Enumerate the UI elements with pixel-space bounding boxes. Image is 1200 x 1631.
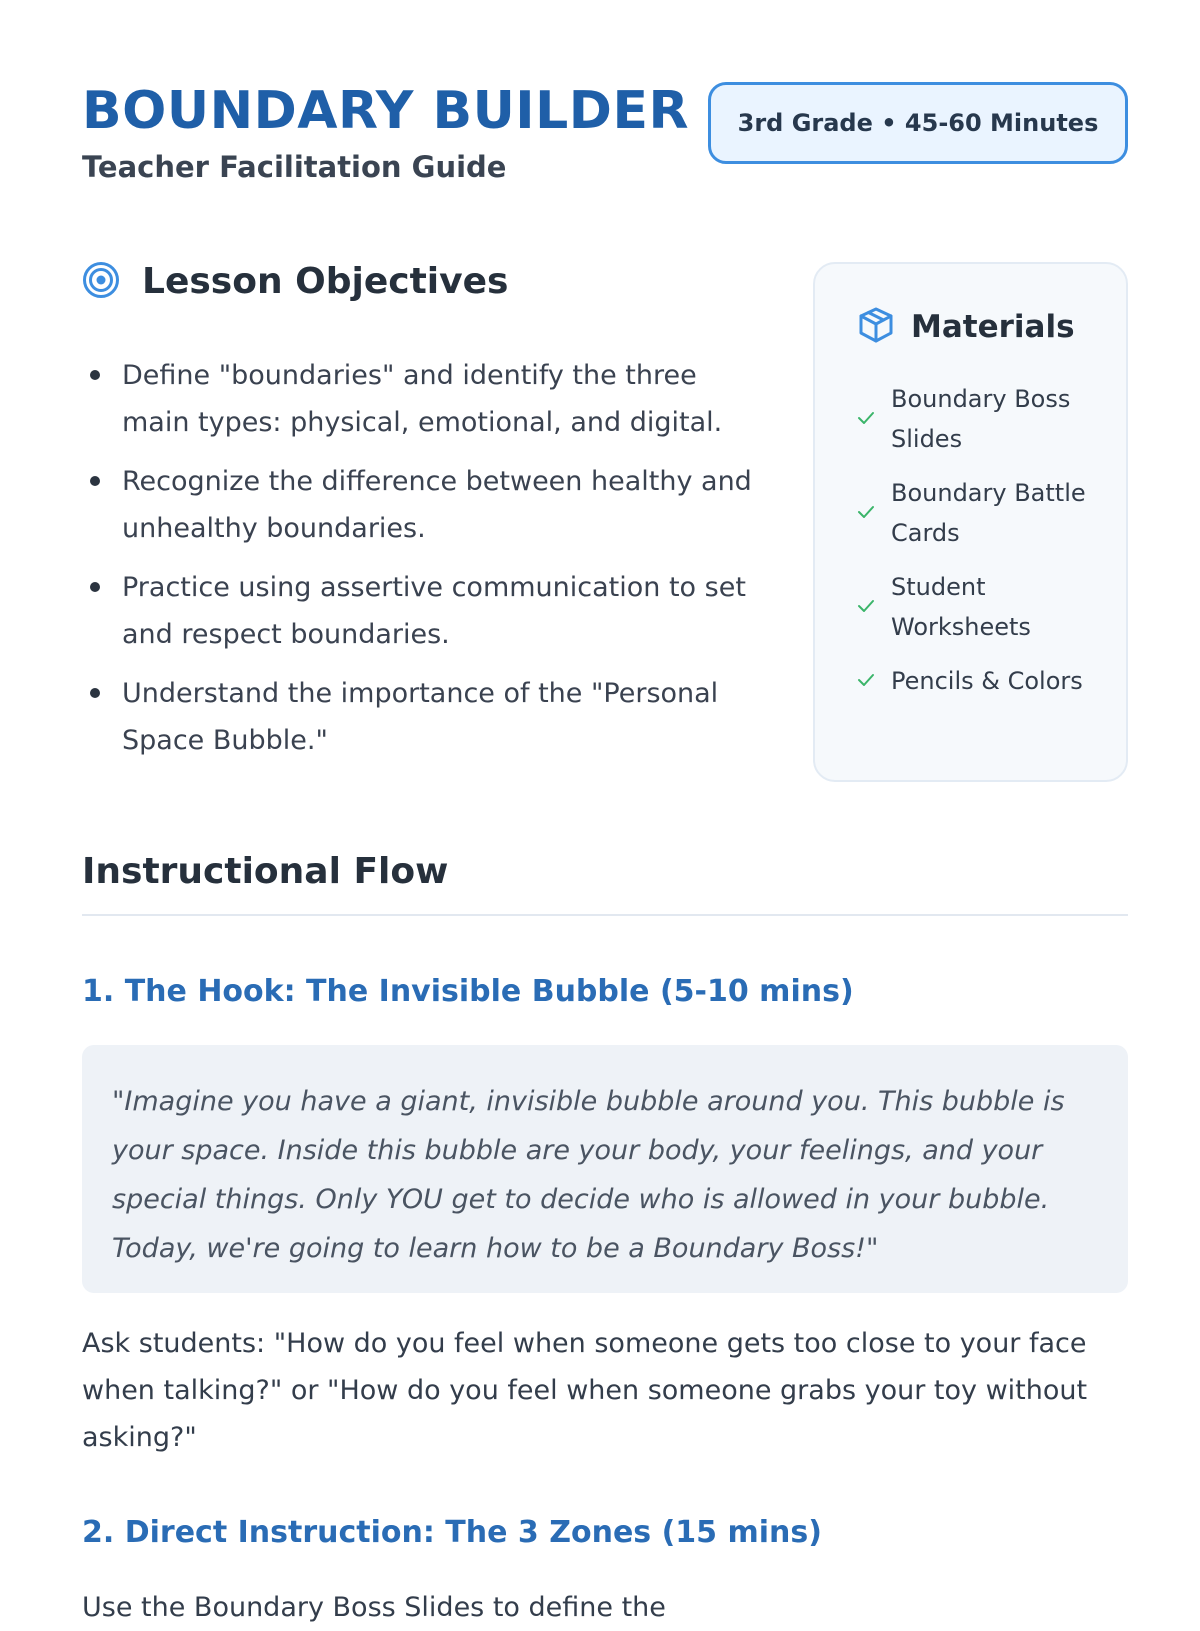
- materials-item-label: Boundary Boss Slides: [891, 385, 1071, 453]
- materials-item-label: Boundary Battle Cards: [891, 479, 1086, 547]
- bullet-icon: [90, 688, 100, 698]
- objective-item: [82, 352, 762, 446]
- page-subtitle: Teacher Facilitation Guide: [82, 150, 507, 184]
- materials-item-label: Pencils & Colors: [891, 667, 1083, 695]
- objective-text: Practice using assertive communication to set and respect boundaries.: [122, 572, 746, 650]
- objective-item: [82, 458, 762, 552]
- objectives-list: [82, 352, 762, 764]
- grade-duration-badge: 3rd Grade • 45-60 Minutes: [708, 82, 1128, 164]
- objective-text: Define "boundaries" and identify the three main types: physical, emotional, and digital.: [122, 360, 723, 438]
- check-icon: [857, 504, 877, 523]
- objective-item: [82, 670, 762, 764]
- section-divider: [82, 914, 1128, 916]
- teacher-script-quote: "Imagine you have a giant, invisible bubble around you. This bubble is your space. Inside this bubble are your body, your feelings, and your special things. Only YOU get to decide who is allowed in your bubble. Today, we're going to learn how to be a Boundary Boss!": [82, 1045, 1128, 1293]
- materials-item-label: Student Worksheets: [891, 573, 1031, 641]
- lesson-objectives-section: [82, 260, 762, 776]
- target-icon: [82, 261, 120, 303]
- materials-item: [857, 567, 1107, 647]
- objectives-heading: Lesson Objectives: [142, 261, 509, 302]
- objectives-heading-row: [82, 260, 762, 304]
- materials-heading: Materials: [911, 309, 1075, 345]
- bullet-icon: [90, 476, 100, 486]
- materials-list: [857, 379, 1107, 715]
- bullet-icon: [90, 582, 100, 592]
- bullet-icon: [90, 370, 100, 380]
- check-icon: [857, 598, 877, 617]
- check-icon: [857, 410, 877, 429]
- instructional-flow-heading: Instructional Flow: [82, 851, 449, 892]
- box-icon: [857, 306, 895, 348]
- page-title: BOUNDARY BUILDER: [82, 81, 690, 141]
- materials-card: [813, 262, 1128, 782]
- step-1-heading: 1. The Hook: The Invisible Bubble (5-10 mins): [82, 974, 854, 1009]
- materials-item: [857, 379, 1107, 459]
- materials-item: [857, 473, 1107, 553]
- objective-text: Recognize the difference between healthy and unhealthy boundaries.: [122, 466, 752, 544]
- materials-heading-row: [857, 306, 1075, 348]
- check-icon: [857, 672, 877, 691]
- objective-text: Understand the importance of the "Personal Space Bubble.": [122, 678, 719, 756]
- header: [82, 80, 1128, 190]
- objective-item: [82, 564, 762, 658]
- materials-item: [857, 661, 1107, 701]
- discussion-prompt: Ask students: "How do you feel when someone gets too close to your face when talking?" or "How do you feel when someone grabs your toy without asking?": [82, 1328, 1088, 1453]
- step-2-text: Use the Boundary Boss Slides to define the: [82, 1592, 666, 1623]
- step-2-heading: 2. Direct Instruction: The 3 Zones (15 mins): [82, 1515, 822, 1550]
